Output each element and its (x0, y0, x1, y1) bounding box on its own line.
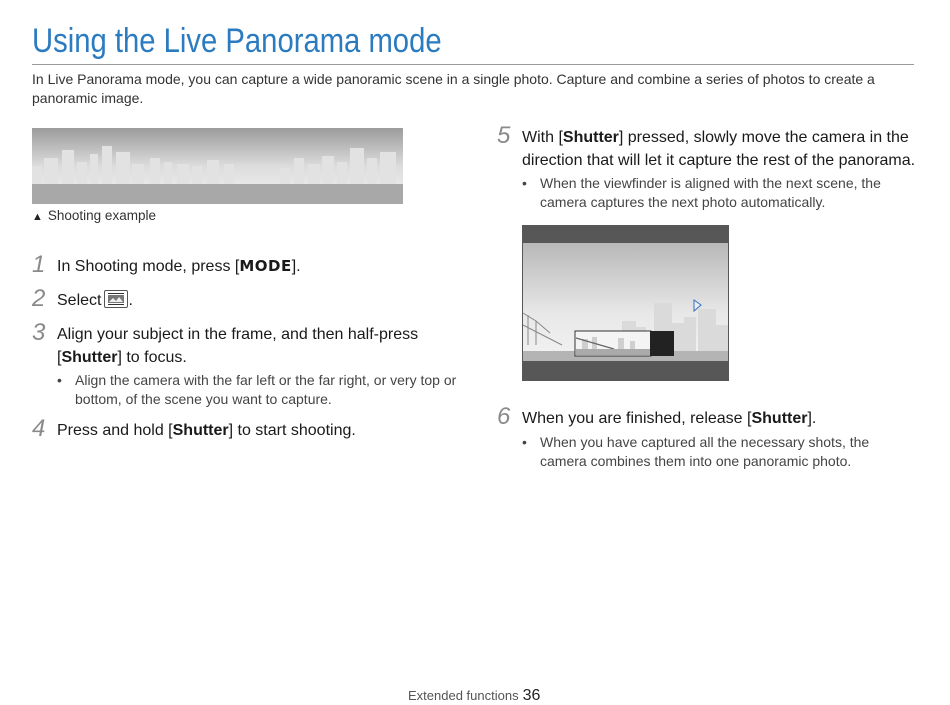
step-number: 5 (497, 122, 511, 149)
step-text (522, 407, 816, 430)
step-text-pre: Press and hold [ (57, 422, 173, 439)
mode-key: MODE (239, 257, 292, 275)
shutter-key: Shutter (751, 410, 808, 427)
step-number: 2 (32, 285, 46, 312)
step-text-pre: [ (57, 349, 62, 366)
step-text (57, 419, 356, 442)
panorama-mode-icon (104, 290, 128, 308)
page-number: 36 (522, 687, 541, 704)
step-text-post: ] pressed, slowly move the camera in the (618, 129, 909, 146)
step-text-pre: Select (57, 292, 102, 309)
step-text (57, 289, 133, 312)
caption-text: Shooting example (47, 208, 156, 223)
step-number: 1 (32, 251, 46, 278)
title-divider (32, 64, 914, 65)
caption-marker: ▲ (32, 211, 43, 223)
step-number: 3 (32, 319, 46, 346)
step-text (57, 255, 301, 278)
note-text: When the viewfinder is aligned with the next scene, the camera captures the next photo automatically. (540, 175, 881, 210)
page-footer (408, 687, 540, 705)
shutter-key: Shutter (61, 349, 118, 366)
note-text: When you have captured all the necessary shots, the camera combines them into one panoramic photo. (540, 434, 870, 469)
image-caption (32, 208, 156, 223)
step-text-pre: In Shooting mode, press [ (57, 258, 240, 275)
step-text-post: ]. (807, 410, 817, 427)
viewfinder-illustration (522, 225, 729, 381)
step-text (57, 323, 467, 369)
bullet-dot: • (522, 175, 527, 191)
step-text-post: ]. (291, 258, 301, 275)
step-text-post: ] to start shooting. (228, 422, 356, 439)
page-title: Using the Live Panorama mode (32, 22, 442, 60)
step-text-line2: direction that will let it capture the rest of the panorama. (522, 152, 916, 169)
bullet-dot: • (522, 434, 527, 450)
step-text-post: ] to focus. (117, 349, 187, 366)
step-text-pre: When you are finished, release [ (522, 410, 752, 427)
bullet-dot: • (57, 372, 62, 388)
step-number: 6 (497, 403, 511, 430)
note-text: Align the camera with the far left or the far right, or very top or bottom, of the scene you want to capture. (75, 372, 457, 407)
footer-section: Extended functions (408, 688, 519, 703)
step-text-line1: Align your subject in the frame, and then half-press (57, 326, 419, 343)
step-text-post: . (128, 292, 133, 309)
step-number: 4 (32, 415, 46, 442)
panorama-example-image (32, 128, 403, 204)
shutter-key: Shutter (562, 129, 619, 146)
intro-paragraph: In Live Panorama mode, you can capture a wide panoramic scene in a single photo. Capture and combine a series of photos to create a panoramic image. (32, 71, 875, 106)
shutter-key: Shutter (172, 422, 229, 439)
step-text (522, 126, 932, 172)
step-text-pre: With [ (522, 129, 563, 146)
